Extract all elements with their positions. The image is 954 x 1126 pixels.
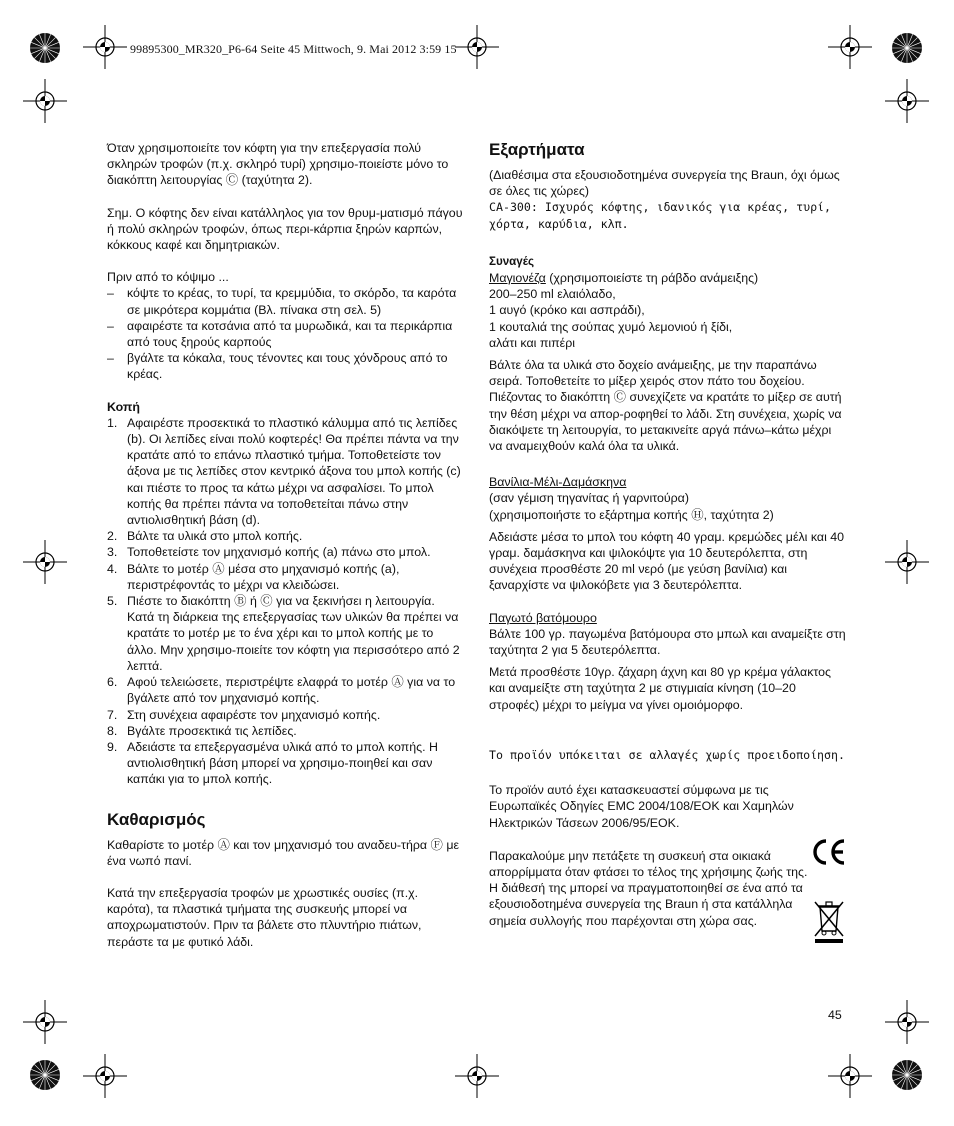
- ingredient-line: αλάτι και πιπέρι: [489, 335, 576, 350]
- cleaning-paragraph-1: Καθαρίστε το μοτέρ Ⓐ και τον μηχανισμό του αναδευ-τήρα Ⓕ με ένα νωπό πανί.: [107, 837, 459, 868]
- left-column: [107, 140, 465, 966]
- recipe-vanilla-title: Βανίλια-Μέλι-Δαμάσκηνα: [489, 475, 627, 490]
- list-item: – βγάλτε τα κόκαλα, τους τένοντες και τους χόνδρους από το κρέας.: [107, 350, 465, 382]
- recipe-vanilla-note-1: (σαν γέμιση τηγανίτας ή γαρνιτούρα): [489, 491, 689, 506]
- accessories-note: (Διαθέσιμα στα εξουσιοδοτημένα συνεργεία της Braun, όχι όμως σε όλες τις χώρες): [489, 168, 840, 199]
- prep-title: Πριν από το κόψιμο ...: [107, 270, 229, 285]
- ingredient-line: 1 κουταλιά της σούπας χυμό λεμονιού ή ξίδι,: [489, 319, 733, 334]
- list-item: 4. Βάλτε το μοτέρ Ⓐ μέσα στο μηχανισμό κοπής (a), περιστρέφοντάς το μέχρι να κλειδώσει.: [107, 561, 400, 592]
- ce-compliance-text: Το προϊόν αυτό έχει κατασκευαστεί σύμφωνα με τις Ευρωπαϊκές Οδηγίες EMC 2004/108/EOK και Χαμηλών Ηλεκτρικών Τάσεων 2006/95/EOK.: [489, 783, 794, 830]
- list-item: 3. Τοποθετείστε τον μηχανισμό κοπής (a) πάνω στο μπολ.: [107, 545, 431, 560]
- ingredient-line: 200–250 ml ελαιόλαδο,: [489, 287, 616, 302]
- ce-logo-text: CE: [811, 838, 813, 839]
- list-item: 2. Βάλτε τα υλικά στο μπολ κοπής.: [107, 529, 303, 544]
- kopi-steps: [107, 415, 465, 788]
- recipe-mayo-heading: [489, 270, 847, 286]
- list-item: 8. Βγάλτε προσεκτικά τις λεπίδες.: [107, 723, 297, 738]
- cleaning-paragraph-2: Κατά την επεξεργασία τροφών με χρωστικές ουσίες (π.χ. καρότα), τα πλαστικά τμήματα της συσκευής μπορεί να αποχρωματιστούν. Πριν τα βάλετε στο πλυντήριο πιάτων, περάστε τα με φυτικό λάδι.: [107, 885, 422, 949]
- recipe-mayo-note: (χρησιμοποιείστε τη ράβδο ανάμειξης): [545, 271, 759, 286]
- recipe-mayo-title: Μαγιονέζα: [489, 271, 546, 286]
- list-item: 7. Στη συνέχεια αφαιρέστε τον μηχανισμό κοπής.: [107, 707, 381, 722]
- change-notice: Το προϊόν υπόκειται σε αλλαγές χωρίς προειδοποίηση.: [489, 747, 845, 762]
- print-header: 99895300_MR320_P6-64 Seite 45 Mittwoch, 9. Mai 2012 3:59 15: [130, 42, 457, 56]
- recipe-frozen-method-1: Βάλτε 100 γρ. παγωμένα βατόμουρα στο μπωλ και αναμείξτε στη ταχύτητα 2 για 5 δευτερόλεπτα.: [489, 626, 846, 658]
- weee-disposal-text: Παρακαλούμε μην πετάξετε τη συσκευή στα οικιακά απορρίμματα όταν φτάσει το τέλος της χρήσιμης ζωής της. Η διάθεσή της μπορεί να πραγματοποιηθεί σε ένα από τα εξουσιοδοτημένα συνεργεία της Braun ή στα κατάλληλα σημεία συλλογής που παρέχονται στη χώρα σας.: [489, 848, 808, 928]
- list-item: – αφαιρέστε τα κοτσάνια από τα μυρωδικά, και τα περικάρπια από τους ξηρούς καρπούς: [107, 318, 465, 350]
- prep-list: [107, 285, 465, 382]
- intro-paragraph-1: Όταν χρησιμοποιείτε τον κόφτη για την επεξεργασία πολύ σκληρών τροφών (π.χ. σκληρό τυρί) χρησιμο-ποιείστε μόνο το διακόπτη λειτουργίας Ⓒ (ταχύτητα 2).: [107, 141, 449, 188]
- intro-paragraph-2: Σημ. Ο κόφτης δεν είναι κατάλληλος για τον θρυμ-ματισμό πάγου ή πολύ σκληρών τροφών, όπως περι-κάρπια ξηρών καρπών, κόκκους καφέ και δημητριακών.: [107, 205, 463, 253]
- ingredient-line: 1 αυγό (κρόκο και ασπράδι),: [489, 303, 645, 318]
- page-number: 45: [828, 1008, 842, 1022]
- recipe-vanilla-method: Αδειάστε μέσα το μπολ του κόφτη 40 γραμ. κρεμώδες μέλι και 40 γραμ. δαμάσκηνα και ψιλοκόψτε για 10 δευτερόλεπτα, στη συνέχεια προσθέστε 20 ml νερό (με γεύση βανίλια) και ξαναρχίστε να ψιλοκόβετε για 3 δευτερόλεπτα.: [489, 529, 845, 593]
- list-item: 5. Πιέστε το διακόπτη Ⓑ ή Ⓒ για να ξεκινήσει η λειτουργία. Κατά τη διάρκεια της επεξεργασίας των υλικών θα πρέπει να κρατάτε το μοτέρ με το ένα χέρι και το μπολ κοπής με το άλλο. Μην χρησιμο-ποιείτε τον κόφτη για περισσότερο από 2 λεπτά.: [107, 594, 460, 673]
- list-item: 6. Αφού τελειώσετε, περιστρέψτε ελαφρά το μοτέρ Ⓐ για να το βγάλετε από τον μηχανισμό κοπής.: [107, 675, 456, 706]
- section-heading-recipes: Συναγές: [489, 254, 534, 268]
- section-heading-cleaning: Καθαρισμός: [107, 809, 206, 829]
- recipe-frozen-title: Παγωτό βατόμουρο: [489, 610, 597, 625]
- section-heading-accessories: Εξαρτήματα: [489, 140, 585, 159]
- recipe-mayo-method: Βάλτε όλα τα υλικά στο δοχείο ανάμειξης, με την παραπάνω σειρά. Τοποθετείτε το μίξερ χειρός στον πάτο του δοχείου. Πιέζοντας το διακόπτη Ⓒ συνεχίζετε να κρατάτε το μίξερ σε αυτή την θέση μέχρι να απορ-ροφηθεί το λάδι. Στη συνέχεια, χωρίς να διακόψετε τη λειτουργία, το μετακινείτε αργά πάνω–κάτω μέχρι να αναμειχθούν καλά όλα τα υλικά.: [489, 358, 842, 454]
- crossed-bin-icon: [812, 898, 846, 944]
- ce-mark-icon: [811, 838, 847, 866]
- recipe-vanilla-note-2: (χρησιμοποιήστε το εξάρτημα κοπής Ⓗ, ταχύτητα 2): [489, 507, 774, 522]
- accessory-ca300: CA-300: Ισχυρός κόφτης, ιδανικός για κρέας, τυρί, χόρτα, καρύδια, κλπ.: [489, 200, 832, 231]
- recipe-frozen-method-2: Μετά προσθέστε 10γρ. ζάχαρη άχνη και 80 γρ κρέμα γάλακτος και αναμείξτε στη ταχύτητα 2 με στιγμιαία κίνηση (10–20 στροφές) μέχρι το μείγμα να γίνει ομοιόμορφο.: [489, 665, 831, 712]
- right-column: [489, 140, 847, 945]
- list-item: 9. Αδειάστε τα επεξεργασμένα υλικά από το μπολ κοπής. Η αντιολισθητική βάση μπορεί να χρησιμο-ποιηθεί και σαν καπάκι για το μπολ κοπής.: [107, 739, 438, 787]
- section-heading-kopi: Κοπή: [107, 399, 140, 414]
- list-item: 1. Αφαιρέστε προσεκτικά το πλαστικό κάλυμμα από τις λεπίδες (b). Οι λεπίδες είναι πολύ κοφτερές! Θα πρέπει πάντα να την κρατάτε από το επάνω πλαστικό τμήμα. Τοποθετείστε τον άξονα με τις λεπίδες στον κεντρικό άξονα του μπολ κοπής (c) και πιέστε το προς τα κάτω μέχρι να ασφαλίσει. Το μπολ κοπής θα πρέπει πάντα να τοποθετείται πάνω στην αντιολισθητική βάση (d).: [107, 415, 461, 528]
- list-item: – κόψτε το κρέας, το τυρί, τα κρεμμύδια, το σκόρδο, τα καρότα σε μικρότερα κομμάτια (Βλ. πίνακα στη σελ. 5): [107, 285, 465, 317]
